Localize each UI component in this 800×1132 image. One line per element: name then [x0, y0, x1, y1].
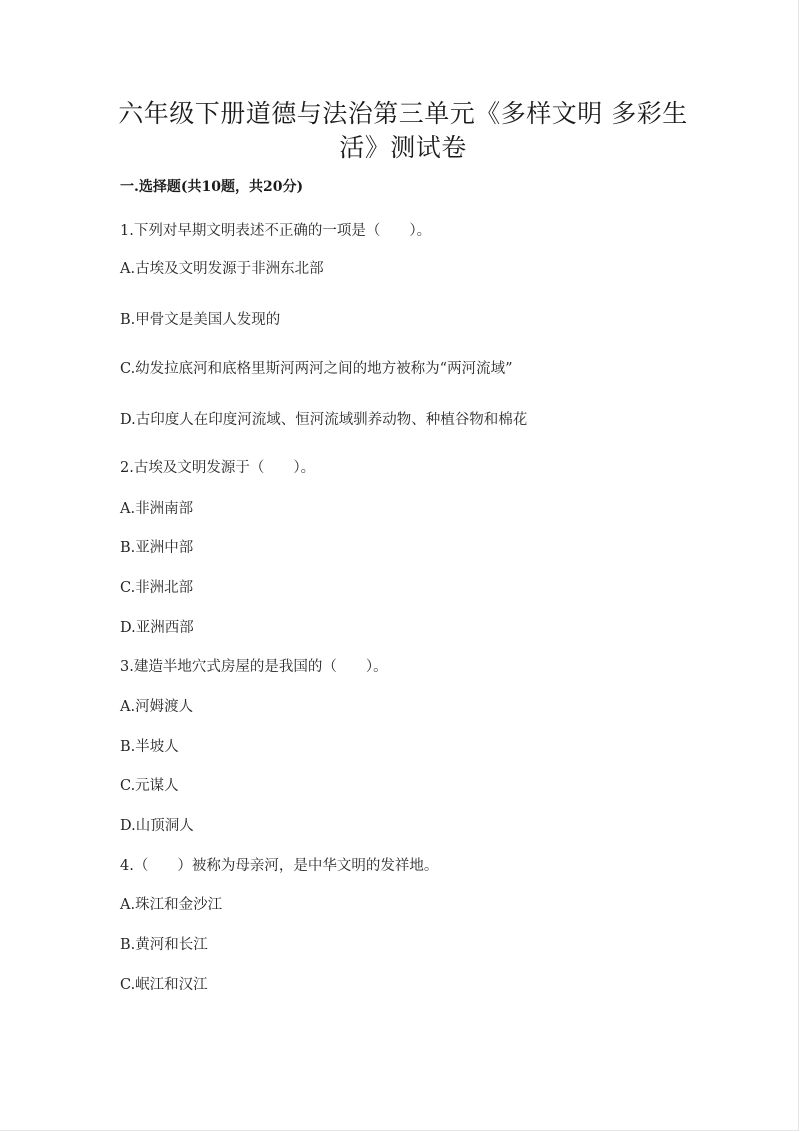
question-option: D.山顶洞人: [120, 818, 194, 834]
question-option: A.古埃及文明发源于非洲东北部: [120, 261, 324, 277]
page-title: 六年级下册道德与法治第三单元《多样文明 多彩生活》测试卷: [118, 99, 688, 162]
question-option: C.幼发拉底河和底格里斯河两河之间的地方被称为“两河流域”: [120, 361, 513, 377]
question-option: B.甲骨文是美国人发现的: [120, 312, 281, 328]
section-heading: 一.选择题(共10题，共20分): [120, 179, 304, 195]
question-option: B.亚洲中部: [120, 540, 194, 556]
question-option: A.非洲南部: [120, 501, 194, 517]
question-stem: 1.下列对早期文明表述不正确的一项是（ ）。: [120, 223, 432, 239]
question-option: D.古印度人在印度河流域、恒河流域驯养动物、种植谷物和棉花: [120, 412, 528, 428]
question-option: A.珠江和金沙江: [120, 897, 223, 913]
question-stem: 3.建造半地穴式房屋的是我国的（ ）。: [120, 659, 388, 675]
question-stem: 2.古埃及文明发源于（ ）。: [120, 460, 316, 476]
question-stem: 4.（ ）被称为母亲河，是中华文明的发祥地。: [120, 858, 439, 874]
question-option: C.元谋人: [120, 778, 179, 794]
question-option: C.岷江和汉江: [120, 977, 208, 993]
question-option: C.非洲北部: [120, 580, 194, 596]
question-option: D.亚洲西部: [120, 620, 194, 636]
question-option: A.河姆渡人: [120, 699, 194, 715]
question-option: B.半坡人: [120, 739, 179, 755]
question-option: B.黄河和长江: [120, 937, 208, 953]
